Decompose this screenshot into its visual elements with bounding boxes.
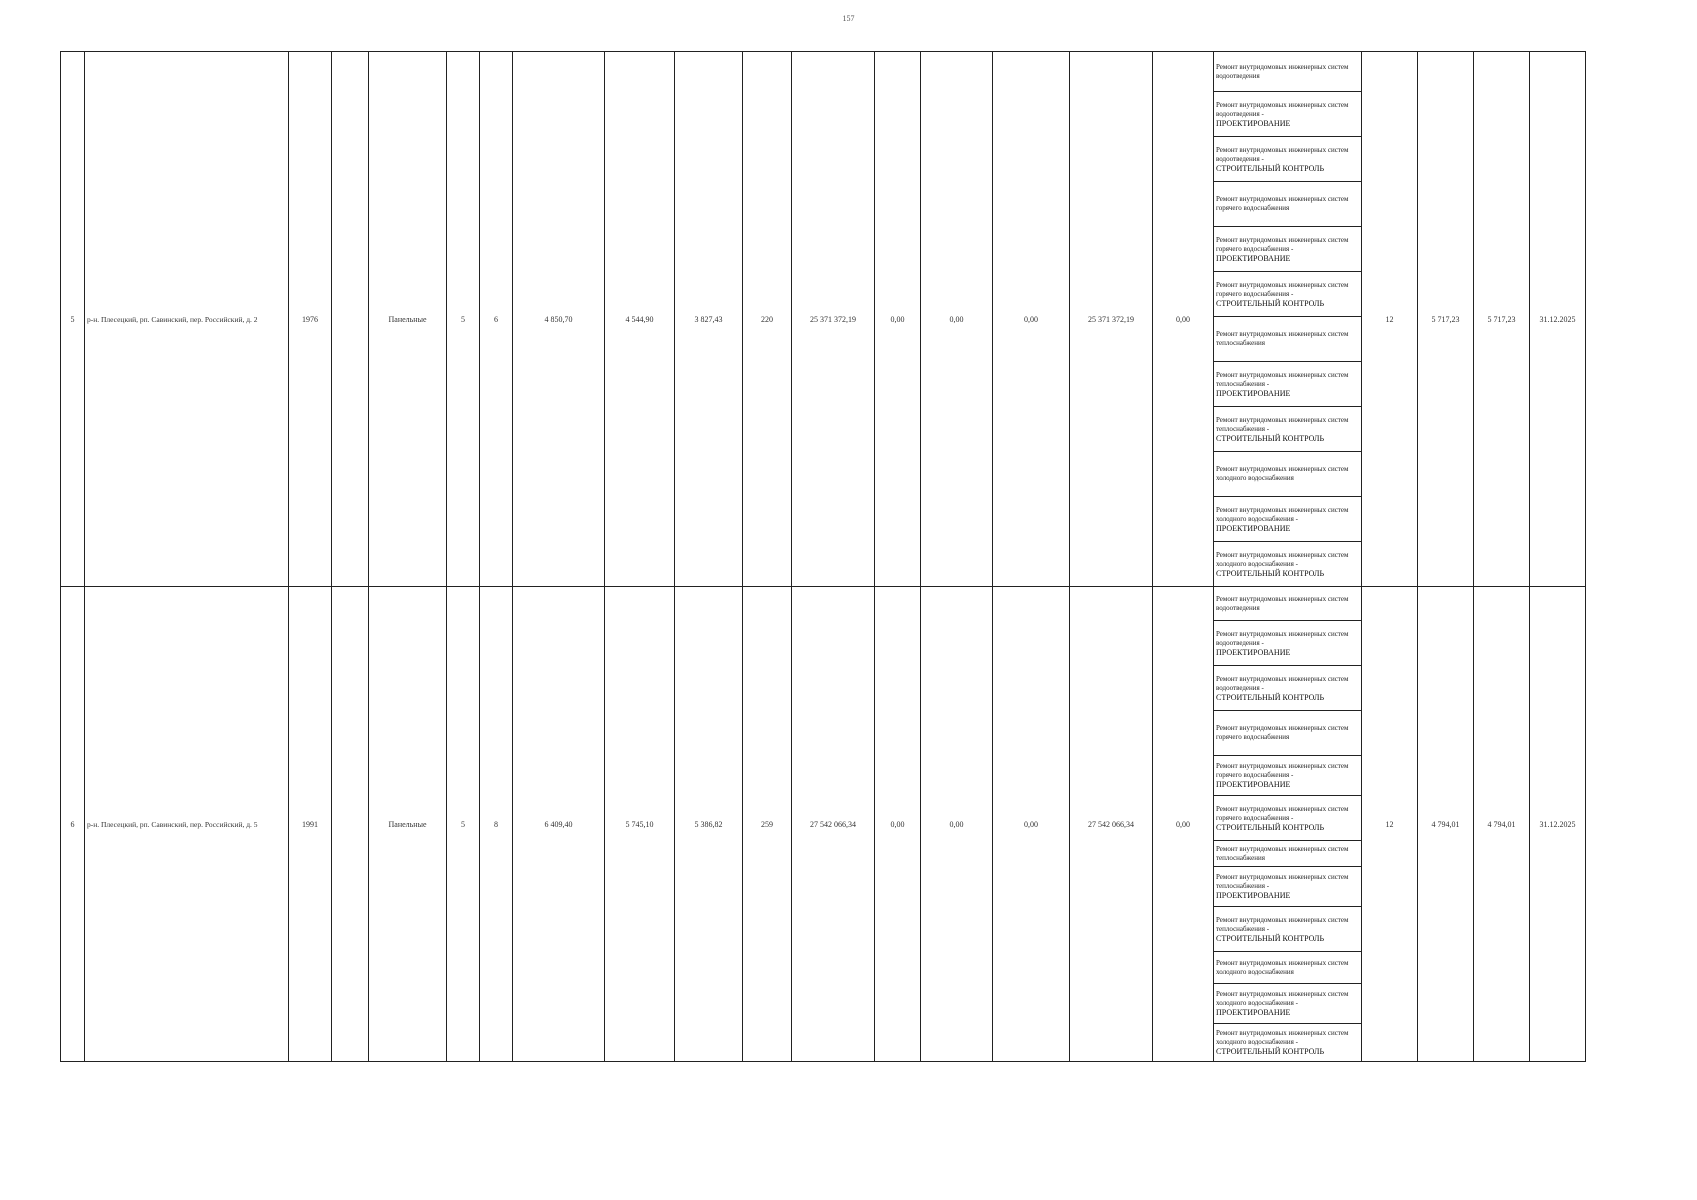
unit-cost-max-cell: 4 794,01 — [1474, 587, 1530, 1062]
address-cell: р-н. Плесецкий, рп. Савинский, пер. Российский, д. 5 — [85, 587, 289, 1062]
work-type-cell — [1214, 587, 1362, 621]
work-type-cell — [1214, 317, 1362, 362]
wall-material-cell: Панельные — [369, 52, 447, 587]
row-number: 5 — [61, 52, 85, 587]
work-type-cell — [1214, 841, 1362, 867]
work-type-cell — [1214, 867, 1362, 907]
wall-material-cell: Панельные — [369, 587, 447, 1062]
work-type-text: Ремонт внутридомовых инженерных систем холодного водоснабжения - — [1216, 505, 1349, 523]
work-type-text: Ремонт внутридомовых инженерных систем холодного водоснабжения — [1216, 465, 1349, 482]
owners-fund-cell: 27 542 066,34 — [1070, 587, 1153, 1062]
work-type-cell — [1214, 52, 1362, 92]
total-cost-cell: 27 542 066,34 — [792, 587, 875, 1062]
work-type-cell — [1214, 621, 1362, 666]
deadline-cell: 31.12.2025 — [1530, 52, 1586, 587]
work-type-cell — [1214, 137, 1362, 182]
work-type-cell — [1214, 711, 1362, 756]
work-type-stage: ПРОЕКТИРОВАНИЕ — [1216, 388, 1291, 398]
other-fund-cell: 0,00 — [1153, 587, 1214, 1062]
months-cell: 12 — [1362, 52, 1418, 587]
local-fund-cell: 0,00 — [993, 52, 1070, 587]
address-cell: р-н. Плесецкий, рп. Савинский, пер. Российский, д. 2 — [85, 52, 289, 587]
work-type-text: Ремонт внутридомовых инженерных систем холодного водоснабжения - — [1216, 1029, 1349, 1046]
page-number: 157 — [842, 14, 855, 23]
residential-area-cell: 3 827,43 — [675, 52, 743, 587]
unit-cost-max-cell: 5 717,23 — [1474, 52, 1530, 587]
work-type-cell — [1214, 796, 1362, 841]
floors-cell: 5 — [447, 587, 480, 1062]
work-type-cell — [1214, 984, 1362, 1024]
premises-area-cell: 5 745,10 — [605, 587, 675, 1062]
work-type-text: Ремонт внутридомовых инженерных систем водоотведения — [1216, 594, 1349, 612]
floors-cell: 5 — [447, 52, 480, 587]
total-area-cell: 4 850,70 — [513, 52, 605, 587]
total-area-cell: 6 409,40 — [513, 587, 605, 1062]
work-type-cell — [1214, 92, 1362, 137]
blank-cell — [332, 587, 369, 1062]
work-type-cell — [1214, 1024, 1362, 1062]
work-type-text: Ремонт внутридомовых инженерных систем холодного водоснабжения — [1216, 958, 1349, 976]
row-number: 6 — [61, 587, 85, 1062]
work-type-text: Ремонт внутридомовых инженерных систем горячего водоснабжения - — [1216, 804, 1349, 822]
entrances-cell: 6 — [480, 52, 513, 587]
work-type-text: Ремонт внутридомовых инженерных систем теплоснабжения - — [1216, 873, 1349, 890]
work-type-text: Ремонт внутридомовых инженерных систем горячего водоснабжения - — [1216, 235, 1349, 253]
work-type-text: Ремонт внутридомовых инженерных систем теплоснабжения — [1216, 844, 1349, 862]
local-fund-cell: 0,00 — [993, 587, 1070, 1062]
capital-repair-register-table — [60, 51, 1586, 1062]
work-type-text: Ремонт внутридомовых инженерных систем горячего водоснабжения — [1216, 724, 1349, 741]
residents-cell: 220 — [743, 52, 792, 587]
work-type-stage: ПРОЕКТИРОВАНИЕ — [1216, 523, 1291, 533]
work-type-text: Ремонт внутридомовых инженерных систем водоотведения - — [1216, 145, 1349, 163]
unit-cost-cell: 5 717,23 — [1418, 52, 1474, 587]
residents-cell: 259 — [743, 587, 792, 1062]
work-type-cell — [1214, 907, 1362, 952]
work-type-text: Ремонт внутридомовых инженерных систем водоотведения - — [1216, 100, 1349, 118]
work-type-stage: ПРОЕКТИРОВАНИЕ — [1216, 780, 1291, 789]
work-type-text: Ремонт внутридомовых инженерных систем холодного водоснабжения - — [1216, 550, 1349, 568]
work-type-stage: СТРОИТЕЛЬНЫЙ КОНТРОЛЬ — [1216, 822, 1325, 832]
residential-area-cell: 5 386,82 — [675, 587, 743, 1062]
work-type-cell — [1214, 272, 1362, 317]
work-type-stage: ПРОЕКТИРОВАНИЕ — [1216, 891, 1291, 900]
total-cost-cell: 25 371 372,19 — [792, 52, 875, 587]
work-type-text: Ремонт внутридомовых инженерных систем горячего водоснабжения - — [1216, 762, 1349, 779]
work-type-text: Ремонт внутридомовых инженерных систем теплоснабжения — [1216, 330, 1349, 347]
deadline-cell: 31.12.2025 — [1530, 587, 1586, 1062]
work-type-cell — [1214, 542, 1362, 587]
work-type-stage: СТРОИТЕЛЬНЫЙ КОНТРОЛЬ — [1216, 692, 1325, 702]
work-type-text: Ремонт внутридомовых инженерных систем водоотведения - — [1216, 629, 1349, 647]
regional-fund-cell: 0,00 — [921, 52, 993, 587]
work-type-text: Ремонт внутридомовых инженерных систем теплоснабжения - — [1216, 370, 1349, 388]
work-type-cell — [1214, 227, 1362, 272]
unit-cost-cell: 4 794,01 — [1418, 587, 1474, 1062]
work-type-stage: СТРОИТЕЛЬНЫЙ КОНТРОЛЬ — [1216, 163, 1325, 173]
work-type-text: Ремонт внутридомовых инженерных систем теплоснабжения - — [1216, 415, 1349, 433]
work-type-cell — [1214, 362, 1362, 407]
federal-fund-cell: 0,00 — [875, 52, 921, 587]
work-type-text: Ремонт внутридомовых инженерных систем водоотведения - — [1216, 674, 1349, 692]
work-type-cell — [1214, 497, 1362, 542]
work-type-cell — [1214, 182, 1362, 227]
work-type-stage: ПРОЕКТИРОВАНИЕ — [1216, 118, 1291, 128]
table-row — [61, 587, 1586, 621]
work-type-stage: ПРОЕКТИРОВАНИЕ — [1216, 647, 1291, 657]
regional-fund-cell: 0,00 — [921, 587, 993, 1062]
year-built-cell: 1991 — [289, 587, 332, 1062]
work-type-stage: ПРОЕКТИРОВАНИЕ — [1216, 1008, 1291, 1017]
work-type-cell — [1214, 756, 1362, 796]
work-type-stage: СТРОИТЕЛЬНЫЙ КОНТРОЛЬ — [1216, 933, 1325, 943]
work-type-text: Ремонт внутридомовых инженерных систем горячего водоснабжения — [1216, 195, 1349, 212]
work-type-cell — [1214, 407, 1362, 452]
work-type-stage: СТРОИТЕЛЬНЫЙ КОНТРОЛЬ — [1216, 433, 1325, 443]
work-type-stage: СТРОИТЕЛЬНЫЙ КОНТРОЛЬ — [1216, 298, 1325, 308]
premises-area-cell: 4 544,90 — [605, 52, 675, 587]
table-row — [61, 52, 1586, 92]
months-cell: 12 — [1362, 587, 1418, 1062]
table-body — [61, 52, 1586, 1062]
work-type-cell — [1214, 666, 1362, 711]
entrances-cell: 8 — [480, 587, 513, 1062]
work-type-stage: СТРОИТЕЛЬНЫЙ КОНТРОЛЬ — [1216, 568, 1325, 578]
other-fund-cell: 0,00 — [1153, 52, 1214, 587]
work-type-cell — [1214, 452, 1362, 497]
work-type-text: Ремонт внутридомовых инженерных систем водоотведения — [1216, 62, 1349, 80]
work-type-text: Ремонт внутридомовых инженерных систем теплоснабжения - — [1216, 915, 1349, 933]
owners-fund-cell: 25 371 372,19 — [1070, 52, 1153, 587]
year-built-cell: 1976 — [289, 52, 332, 587]
federal-fund-cell: 0,00 — [875, 587, 921, 1062]
work-type-cell — [1214, 952, 1362, 984]
work-type-text: Ремонт внутридомовых инженерных систем холодного водоснабжения - — [1216, 990, 1349, 1007]
work-type-stage: ПРОЕКТИРОВАНИЕ — [1216, 253, 1291, 263]
work-type-text: Ремонт внутридомовых инженерных систем горячего водоснабжения - — [1216, 280, 1349, 298]
blank-cell — [332, 52, 369, 587]
work-type-stage: СТРОИТЕЛЬНЫЙ КОНТРОЛЬ — [1216, 1047, 1325, 1056]
